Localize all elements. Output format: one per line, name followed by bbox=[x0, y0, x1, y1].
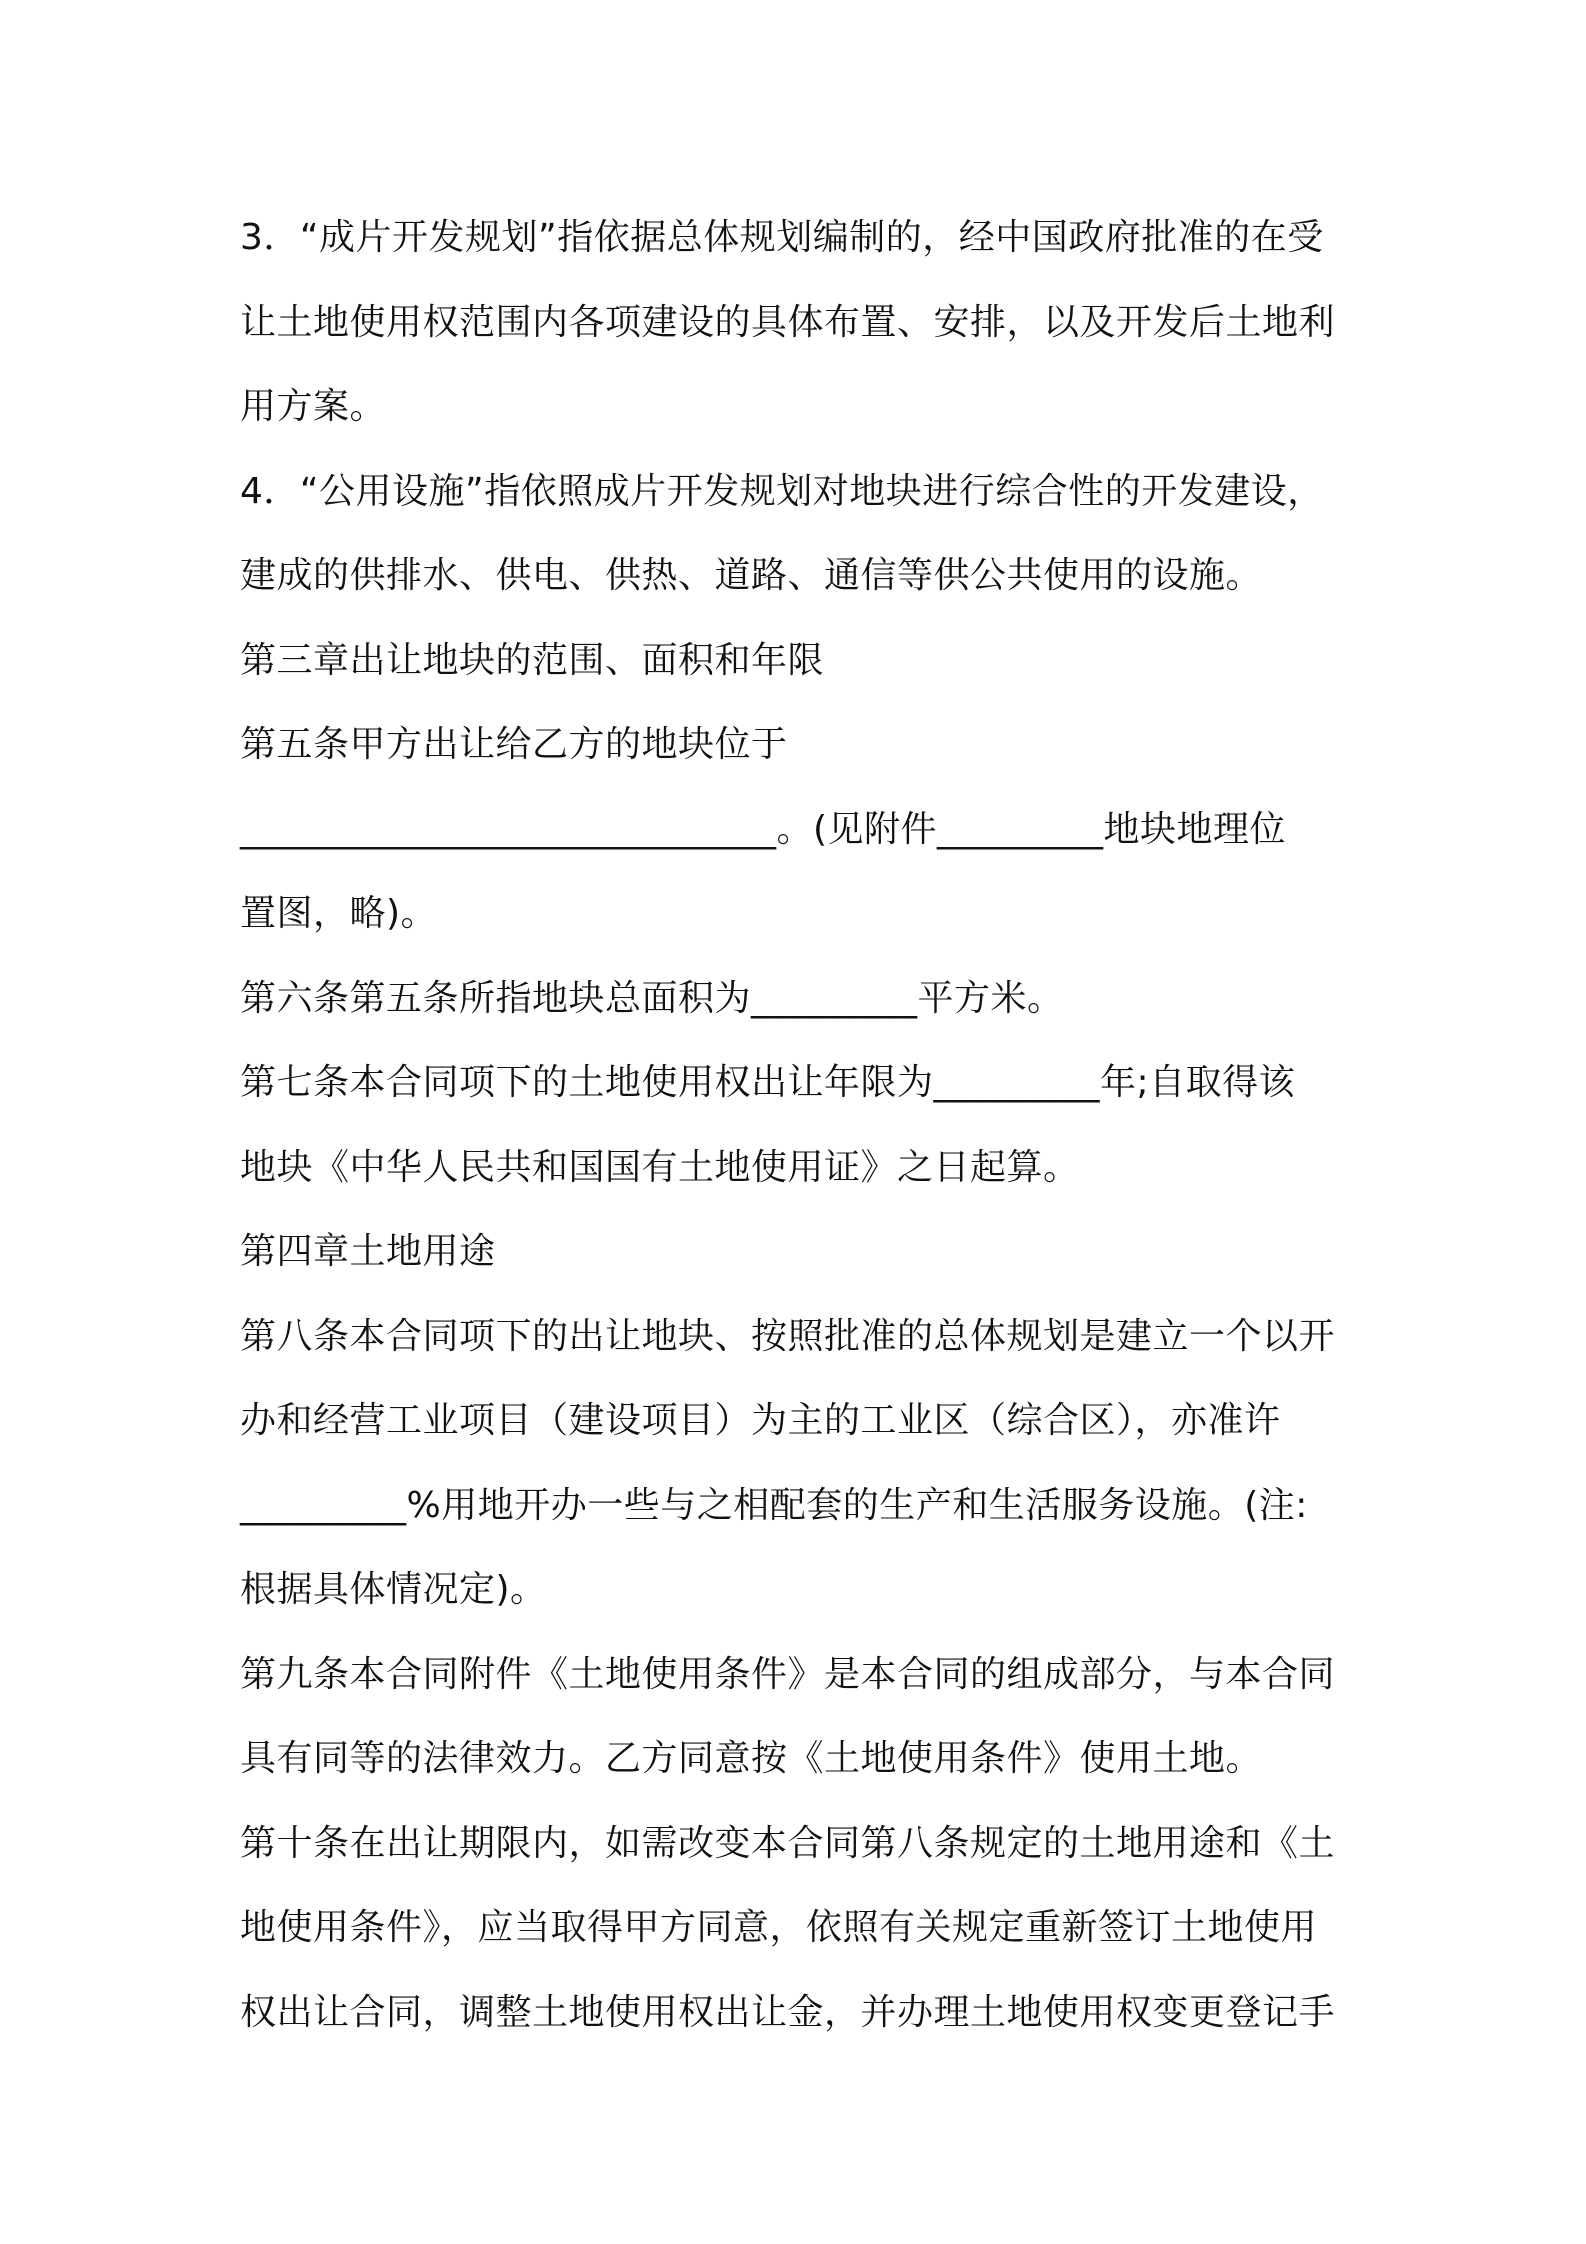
text-line: 权出让合同，调整土地使用权出让金，并办理土地使用权变更登记手 bbox=[240, 1991, 1336, 2033]
chapter-heading: 第四章土地用途 bbox=[240, 1231, 496, 1272]
text-line: 第六条第五条所指地块总面积为_________平方米。 bbox=[240, 977, 1064, 1019]
text-line: 根据具体情况定)。 bbox=[240, 1569, 547, 1610]
text-line: _________%用地开办一些与之相配套的生产和生活服务设施。(注: bbox=[240, 1484, 1308, 1526]
text-line: 地块《中华人民共和国国有土地使用证》之日起算。 bbox=[240, 1146, 1080, 1188]
text-line: 地使用条件》，应当取得甲方同意，依照有关规定重新签订土地使用 bbox=[240, 1907, 1318, 1948]
text-line: 具有同等的法律效力。乙方同意按《土地使用条件》使用土地。 bbox=[240, 1738, 1263, 1779]
document-body bbox=[240, 196, 1360, 2055]
text-line: 置图，略)。 bbox=[240, 893, 438, 934]
text-line: 第八条本合同项下的出让地块、按照批准的总体规划是建立一个以开 bbox=[240, 1315, 1336, 1357]
text-line: 用方案。 bbox=[240, 386, 387, 427]
text-line: 让土地使用权范围内各项建设的具体布置、安排，以及开发后土地利 bbox=[240, 301, 1336, 343]
chapter-heading: 第三章出让地块的范围、面积和年限 bbox=[240, 639, 825, 681]
text-line: 办和经营工业项目（建设项目）为主的工业区（综合区），亦准许 bbox=[240, 1400, 1281, 1441]
text-line: 建成的供排水、供电、供热、道路、通信等供公共使用的设施。 bbox=[240, 555, 1263, 596]
text-line: 第九条本合同附件《土地使用条件》是本合同的组成部分，与本合同 bbox=[240, 1653, 1336, 1695]
text-line: 第五条甲方出让给乙方的地块位于 bbox=[240, 724, 788, 765]
text-line: 4．“公用设施”指依照成片开发规划对地块进行综合性的开发建设， bbox=[240, 470, 1324, 512]
text-line: 第十条在出让期限内，如需改变本合同第八条规定的土地用途和《土 bbox=[240, 1822, 1336, 1864]
text-line: 第七条本合同项下的土地使用权出让年限为_________年;自取得该 bbox=[240, 1062, 1296, 1103]
text-line: 3．“成片开发规划”指依据总体规划编制的，经中国政府批准的在受 bbox=[240, 217, 1324, 258]
text-line: _____________________________。(见附件_________地块地理位 bbox=[240, 808, 1287, 850]
